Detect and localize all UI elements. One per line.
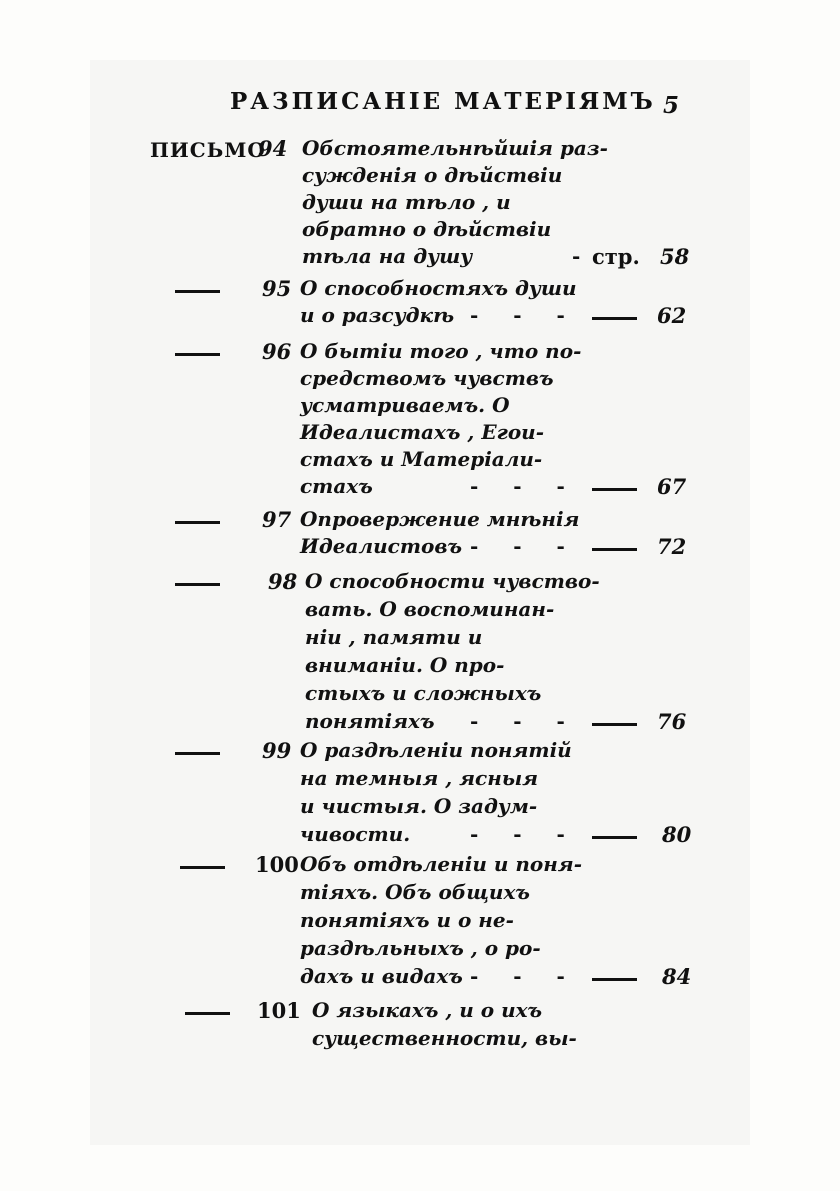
entry-text-line: Идеалистахъ , Егои-	[300, 420, 544, 444]
entry-text-line: раздѣльныхъ , о ро-	[300, 936, 541, 960]
page-ref: 62	[657, 303, 687, 328]
leader-dash: -	[572, 244, 595, 268]
leader-dots: - - -	[470, 964, 579, 988]
entry-dash	[175, 521, 220, 524]
entry-number: 94	[258, 136, 288, 161]
entry-text-line: Объ отдѣленіи и поня-	[300, 852, 583, 876]
entry-text-line: дахъ и видахъ	[300, 964, 463, 988]
entry-text-line: тіяхъ. Объ общихъ	[300, 880, 530, 904]
entry-number: 101	[257, 998, 301, 1023]
entry-text-line: души на тѣло , и	[302, 190, 511, 214]
entry-dash	[180, 866, 225, 869]
entry-dash	[175, 290, 220, 293]
entry-text-line: ніи , памяти и	[305, 625, 483, 649]
leader-line	[592, 723, 637, 726]
letter-label: ПИСЬМО	[150, 138, 266, 162]
entry-text-line: Опровержение мнѣнія	[300, 507, 580, 531]
entry-text-line: тѣла на душу	[302, 244, 473, 268]
entry-text-line: усматриваемъ. О	[300, 393, 510, 417]
page-ref: 58	[660, 244, 690, 269]
entry-text-line: вать. О воспоминан-	[305, 597, 555, 621]
leader-line	[592, 317, 637, 320]
entry-text-line: чивости.	[300, 822, 411, 846]
entry-text-line: О языкахъ , и о ихъ	[312, 998, 543, 1022]
entry-text-line: сужденія о дѣйствіи	[302, 163, 563, 187]
leader-line	[592, 488, 637, 491]
entry-text-line: на темныя , ясныя	[300, 766, 539, 790]
running-header: РАЗПИСАНІЕ МАТЕРІЯМЪ	[230, 88, 656, 115]
entry-number: 100	[255, 852, 299, 877]
entry-text-line: О способности чувство-	[305, 569, 600, 593]
entry-text-line: понятіяхъ	[305, 709, 435, 733]
entry-text-line: стахъ	[300, 474, 373, 498]
page-ref: 80	[662, 822, 692, 847]
leader-dots: - - -	[470, 474, 579, 498]
entry-dash	[175, 353, 220, 356]
entry-dash	[185, 1012, 230, 1015]
page-abbrev: стр.	[592, 244, 640, 269]
entry-text-line: О способностяхъ души	[300, 276, 577, 300]
entry-number: 98	[268, 569, 298, 594]
entry-number: 96	[262, 339, 292, 364]
entry-text-line: обратно о дѣйствіи	[302, 217, 552, 241]
entry-number: 95	[262, 276, 292, 301]
entry-text-line: средствомъ чувствъ	[300, 366, 554, 390]
entry-dash	[175, 583, 220, 586]
entry-text-line: стахъ и Матеріали-	[300, 447, 543, 471]
leader-line	[592, 548, 637, 551]
leader-line	[592, 836, 637, 839]
page-number: 5	[663, 92, 680, 119]
entry-text-line: О раздѣленіи понятій	[300, 738, 572, 762]
entry-text-line: понятіяхъ и о не-	[300, 908, 514, 932]
page-ref: 76	[657, 709, 687, 734]
entry-dash	[175, 752, 220, 755]
entry-text-line: Идеалистовъ	[300, 534, 463, 558]
leader-dots: - - -	[470, 709, 579, 733]
page-ref: 72	[657, 534, 687, 559]
entry-text-line: О бытіи того , что по-	[300, 339, 582, 363]
entry-number: 99	[262, 738, 292, 763]
entry-text-line: существенности, вы-	[312, 1026, 577, 1050]
entry-text-line: и чистыя. О задум-	[300, 794, 538, 818]
leader-dots: - - -	[470, 303, 579, 327]
entry-text-line: и о разсудкѣ	[300, 303, 455, 327]
leader-dots: - - -	[470, 822, 579, 846]
entry-text-line: вниманіи. О про-	[305, 653, 505, 677]
entry-number: 97	[262, 507, 292, 532]
page-ref: 67	[657, 474, 687, 499]
leader-dots: - - -	[470, 534, 579, 558]
entry-text-line: стыхъ и сложныхъ	[305, 681, 542, 705]
entry-text-line: Обстоятельнѣйшія раз-	[302, 136, 608, 160]
leader-line	[592, 978, 637, 981]
page-ref: 84	[662, 964, 692, 989]
